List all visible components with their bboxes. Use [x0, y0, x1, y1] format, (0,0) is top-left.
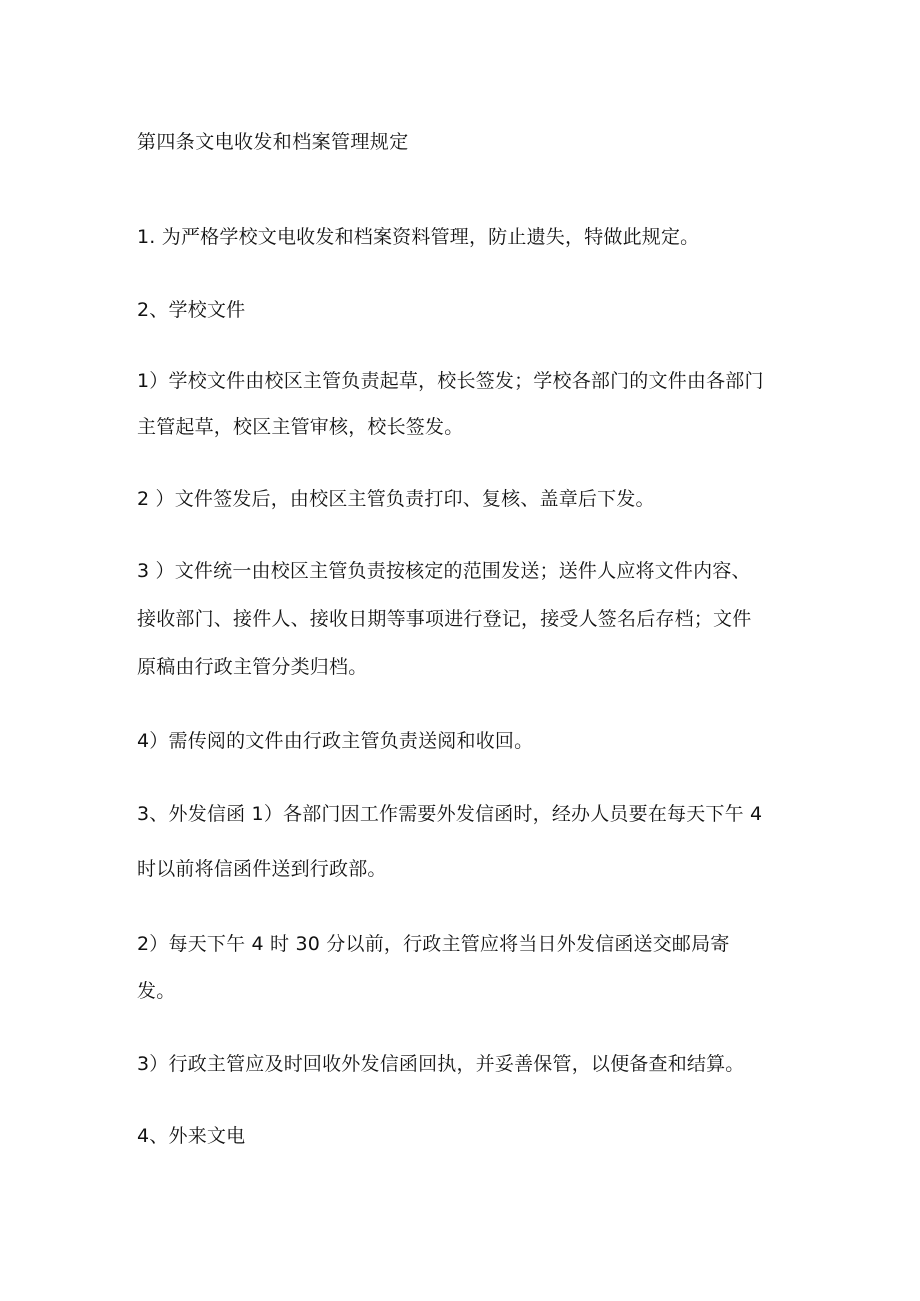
paragraph-line: 3 ）文件统一由校区主管负责按核定的范围发送；送件人应将文件内容、: [137, 560, 751, 582]
paragraph-line: 3）行政主管应及时回收外发信函回执，并妥善保管，以便备查和结算。: [137, 1053, 745, 1075]
paragraph-line: 原稿由行政主管分类归档。: [137, 656, 368, 678]
paragraph-line: 1）学校文件由校区主管负责起草，校长签发；学校各部门的文件由各部门: [137, 370, 764, 392]
paragraph-line: 2）每天下午 4 时 30 分以前，行政主管应将当日外发信函送交邮局寄: [137, 933, 730, 955]
paragraph-line: 时以前将信函件送到行政部。: [137, 858, 387, 880]
paragraph-line: 4）需传阅的文件由行政主管负责送阅和收回。: [137, 730, 534, 752]
paragraph-line: 3、外发信函 1）各部门因工作需要外发信函时，经办人员要在每天下午 4: [137, 803, 763, 825]
paragraph-line: 1. 为严格学校文电收发和档案资料管理，防止遗失，特做此规定。: [137, 226, 700, 248]
section-heading: 2、学校文件: [137, 299, 246, 321]
section-heading: 4、外来文电: [137, 1125, 246, 1147]
document-title: 第四条文电收发和档案管理规定: [137, 131, 409, 153]
paragraph-line: 发。: [137, 980, 176, 1002]
paragraph-line: 主管起草，校区主管审核，校长签发。: [137, 416, 464, 438]
paragraph-line: 接收部门、接件人、接收日期等事项进行登记，接受人签名后存档；文件: [137, 608, 752, 630]
paragraph-line: 2 ）文件签发后，由校区主管负责打印、复核、盖章后下发。: [137, 488, 655, 510]
